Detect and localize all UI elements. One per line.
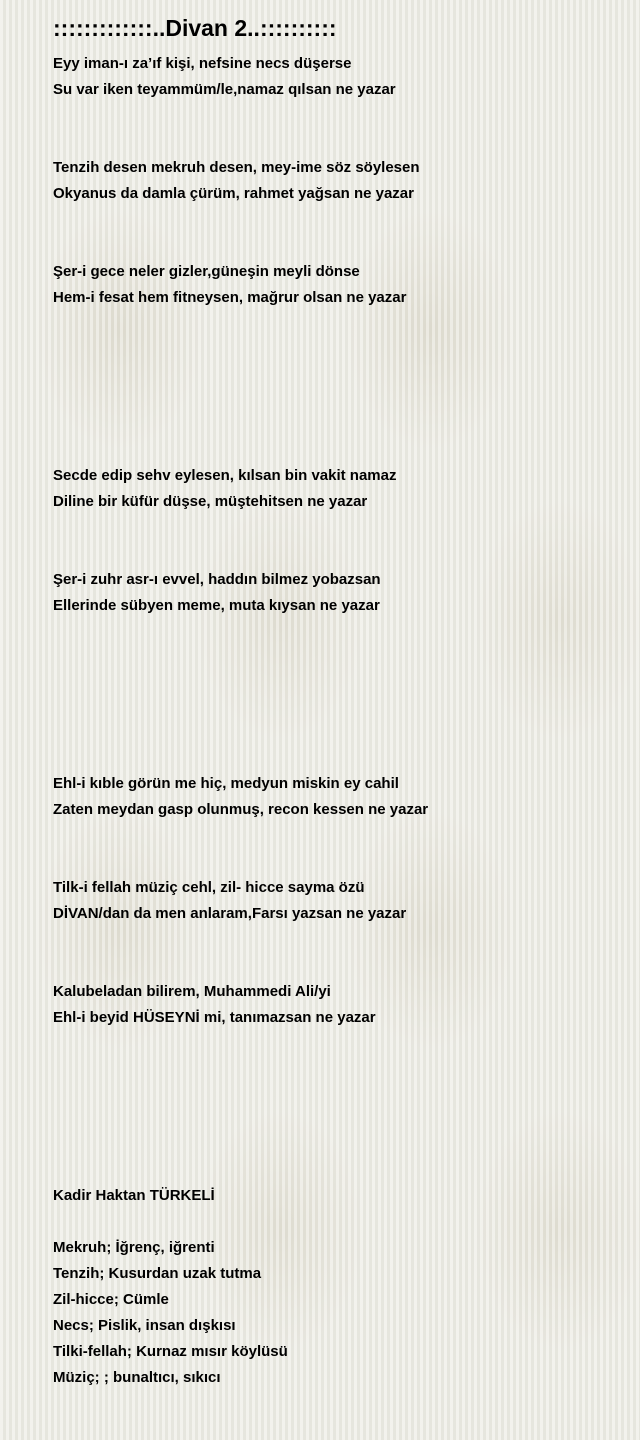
glossary-item: Tilki-fellah; Kurnaz mısır köylüsü [53, 1343, 288, 1360]
stanza-6-line-2: Zaten meydan gasp olunmuş, recon kessen ne yazar [53, 801, 429, 818]
stanza-1-line-1: Eyy iman-ı za’ıf kişi, nefsine necs düşerse [53, 55, 352, 72]
stanza-7-line-1: Tilk-i fellah müziç cehl, zil- hicce sayma özü [53, 879, 365, 896]
stanza-4-line-2: Diline bir küfür düşse, müştehitsen ne yazar [53, 493, 368, 510]
stanza-4-line-1: Secde edip sehv eylesen, kılsan bin vakit namaz [53, 467, 397, 484]
stanza-5-line-2: Ellerinde sübyen meme, muta kıysan ne yazar [53, 597, 380, 614]
stanza-8-line-1: Kalubeladan bilirem, Muhammedi Ali/yi [53, 983, 331, 1000]
glossary-item: Zil-hicce; Cümle [53, 1291, 169, 1308]
stanza-7-line-2: DİVAN/dan da men anlaram,Farsı yazsan ne yazar [53, 905, 407, 922]
stanza-1-line-2: Su var iken teyammüm/le,namaz qılsan ne yazar [53, 81, 396, 98]
stanza-8-line-2: Ehl-i beyid HÜSEYNİ mi, tanımazsan ne yazar [53, 1009, 376, 1026]
author-name: Kadir Haktan TÜRKELİ [53, 1187, 215, 1204]
stanza-2-line-2: Okyanus da damla çürüm, rahmet yağsan ne yazar [53, 185, 414, 202]
glossary-item: Necs; Pislik, insan dışkısı [53, 1317, 236, 1334]
stanza-3-line-2: Hem-i fesat hem fitneysen, mağrur olsan ne yazar [53, 289, 407, 306]
stanza-2-line-1: Tenzih desen mekruh desen, mey-ime söz söylesen [53, 159, 420, 176]
glossary-item: Müziç; ; bunaltıcı, sıkıcı [53, 1369, 221, 1386]
glossary-item: Tenzih; Kusurdan uzak tutma [53, 1265, 262, 1282]
poem-title: :::::::::::::..Divan 2..:::::::::: [53, 15, 337, 41]
stanza-3-line-1: Şer-i gece neler gizler,güneşin meyli dönse [53, 263, 360, 280]
stanza-6-line-1: Ehl-i kıble görün me hiç, medyun miskin ey cahil [53, 775, 399, 792]
stanza-5-line-1: Şer-i zuhr asr-ı evvel, haddın bilmez yobazsan [53, 571, 381, 588]
glossary-item: Mekruh; İğrenç, iğrenti [53, 1239, 215, 1256]
